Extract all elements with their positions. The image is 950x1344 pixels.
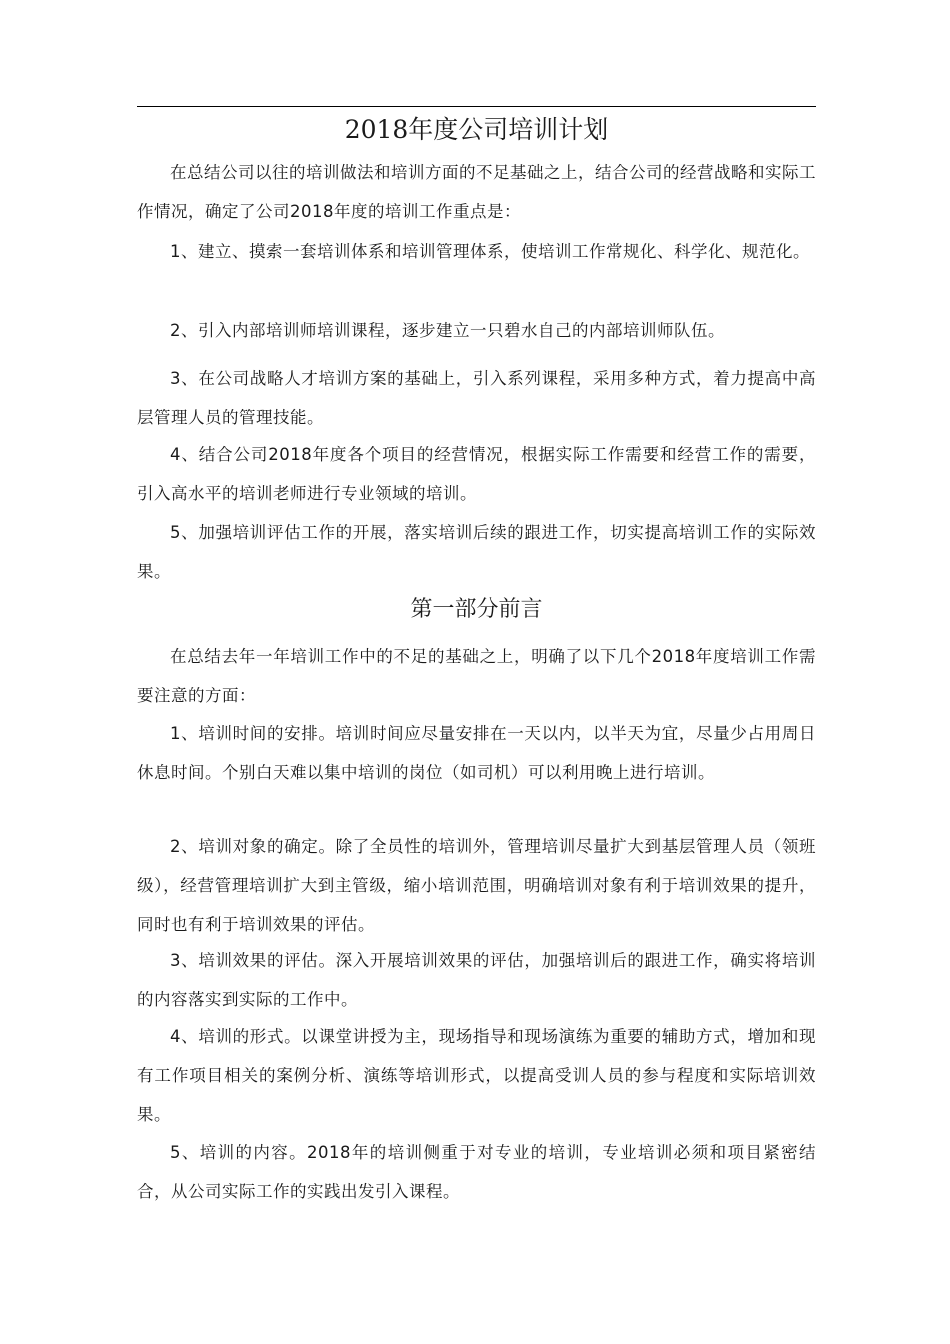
section-heading-preface: 第一部分前言 [410,597,543,622]
preface-intro-paragraph: 在总结去年一年培训工作中的不足的基础之上，明确了以下几个2018年度培训工作需要注意的方面： [137,647,816,705]
preface-point-1: 1、培训时间的安排。培训时间应尽量安排在一天以内，以半天为宜，尽量少占用周日休息时间。个别白天难以集中培训的岗位（如司机）可以利用晚上进行培训。 [137,724,816,782]
priority-item-5: 5、加强培训评估工作的开展，落实培训后续的跟进工作，切实提高培训工作的实际效果。 [137,523,816,581]
preface-point-2: 2、培训对象的确定。除了全员性的培训外，管理培训尽量扩大到基层管理人员（领班级），经营管理培训扩大到主管级，缩小培训范围，明确培训对象有利于培训效果的提升，同时也有利于培训效果的评估。 [137,837,816,934]
priority-item-2: 2、引入内部培训师培训课程，逐步建立一只碧水自己的内部培训师队伍。 [170,321,725,340]
preface-point-5: 5、培训的内容。2018年的培训侧重于对专业的培训，专业培训必须和项目紧密结合，从公司实际工作的实践出发引入课程。 [137,1143,816,1201]
intro-paragraph: 在总结公司以往的培训做法和培训方面的不足基础之上，结合公司的经营战略和实际工作情况，确定了公司2018年度的培训工作重点是： [137,163,816,221]
preface-point-4: 4、培训的形式。以课堂讲授为主，现场指导和现场演练为重要的辅助方式，增加和现有工作项目相关的案例分析、演练等培训形式，以提高受训人员的参与程度和实际培训效果。 [137,1027,816,1124]
document-title: 2018年度公司培训计划 [344,115,609,144]
priority-item-4: 4、结合公司2018年度各个项目的经营情况，根据实际工作需要和经营工作的需要，引入高水平的培训老师进行专业领域的培训。 [137,445,816,503]
priority-item-3: 3、在公司战略人才培训方案的基础上，引入系列课程，采用多种方式，着力提高中高层管理人员的管理技能。 [137,369,816,427]
header-rule [137,106,816,107]
preface-point-3: 3、培训效果的评估。深入开展培训效果的评估，加强培训后的跟进工作，确实将培训的内容落实到实际的工作中。 [137,951,816,1009]
priority-item-1: 1、建立、摸索一套培训体系和培训管理体系，使培训工作常规化、科学化、规范化。 [170,242,810,261]
